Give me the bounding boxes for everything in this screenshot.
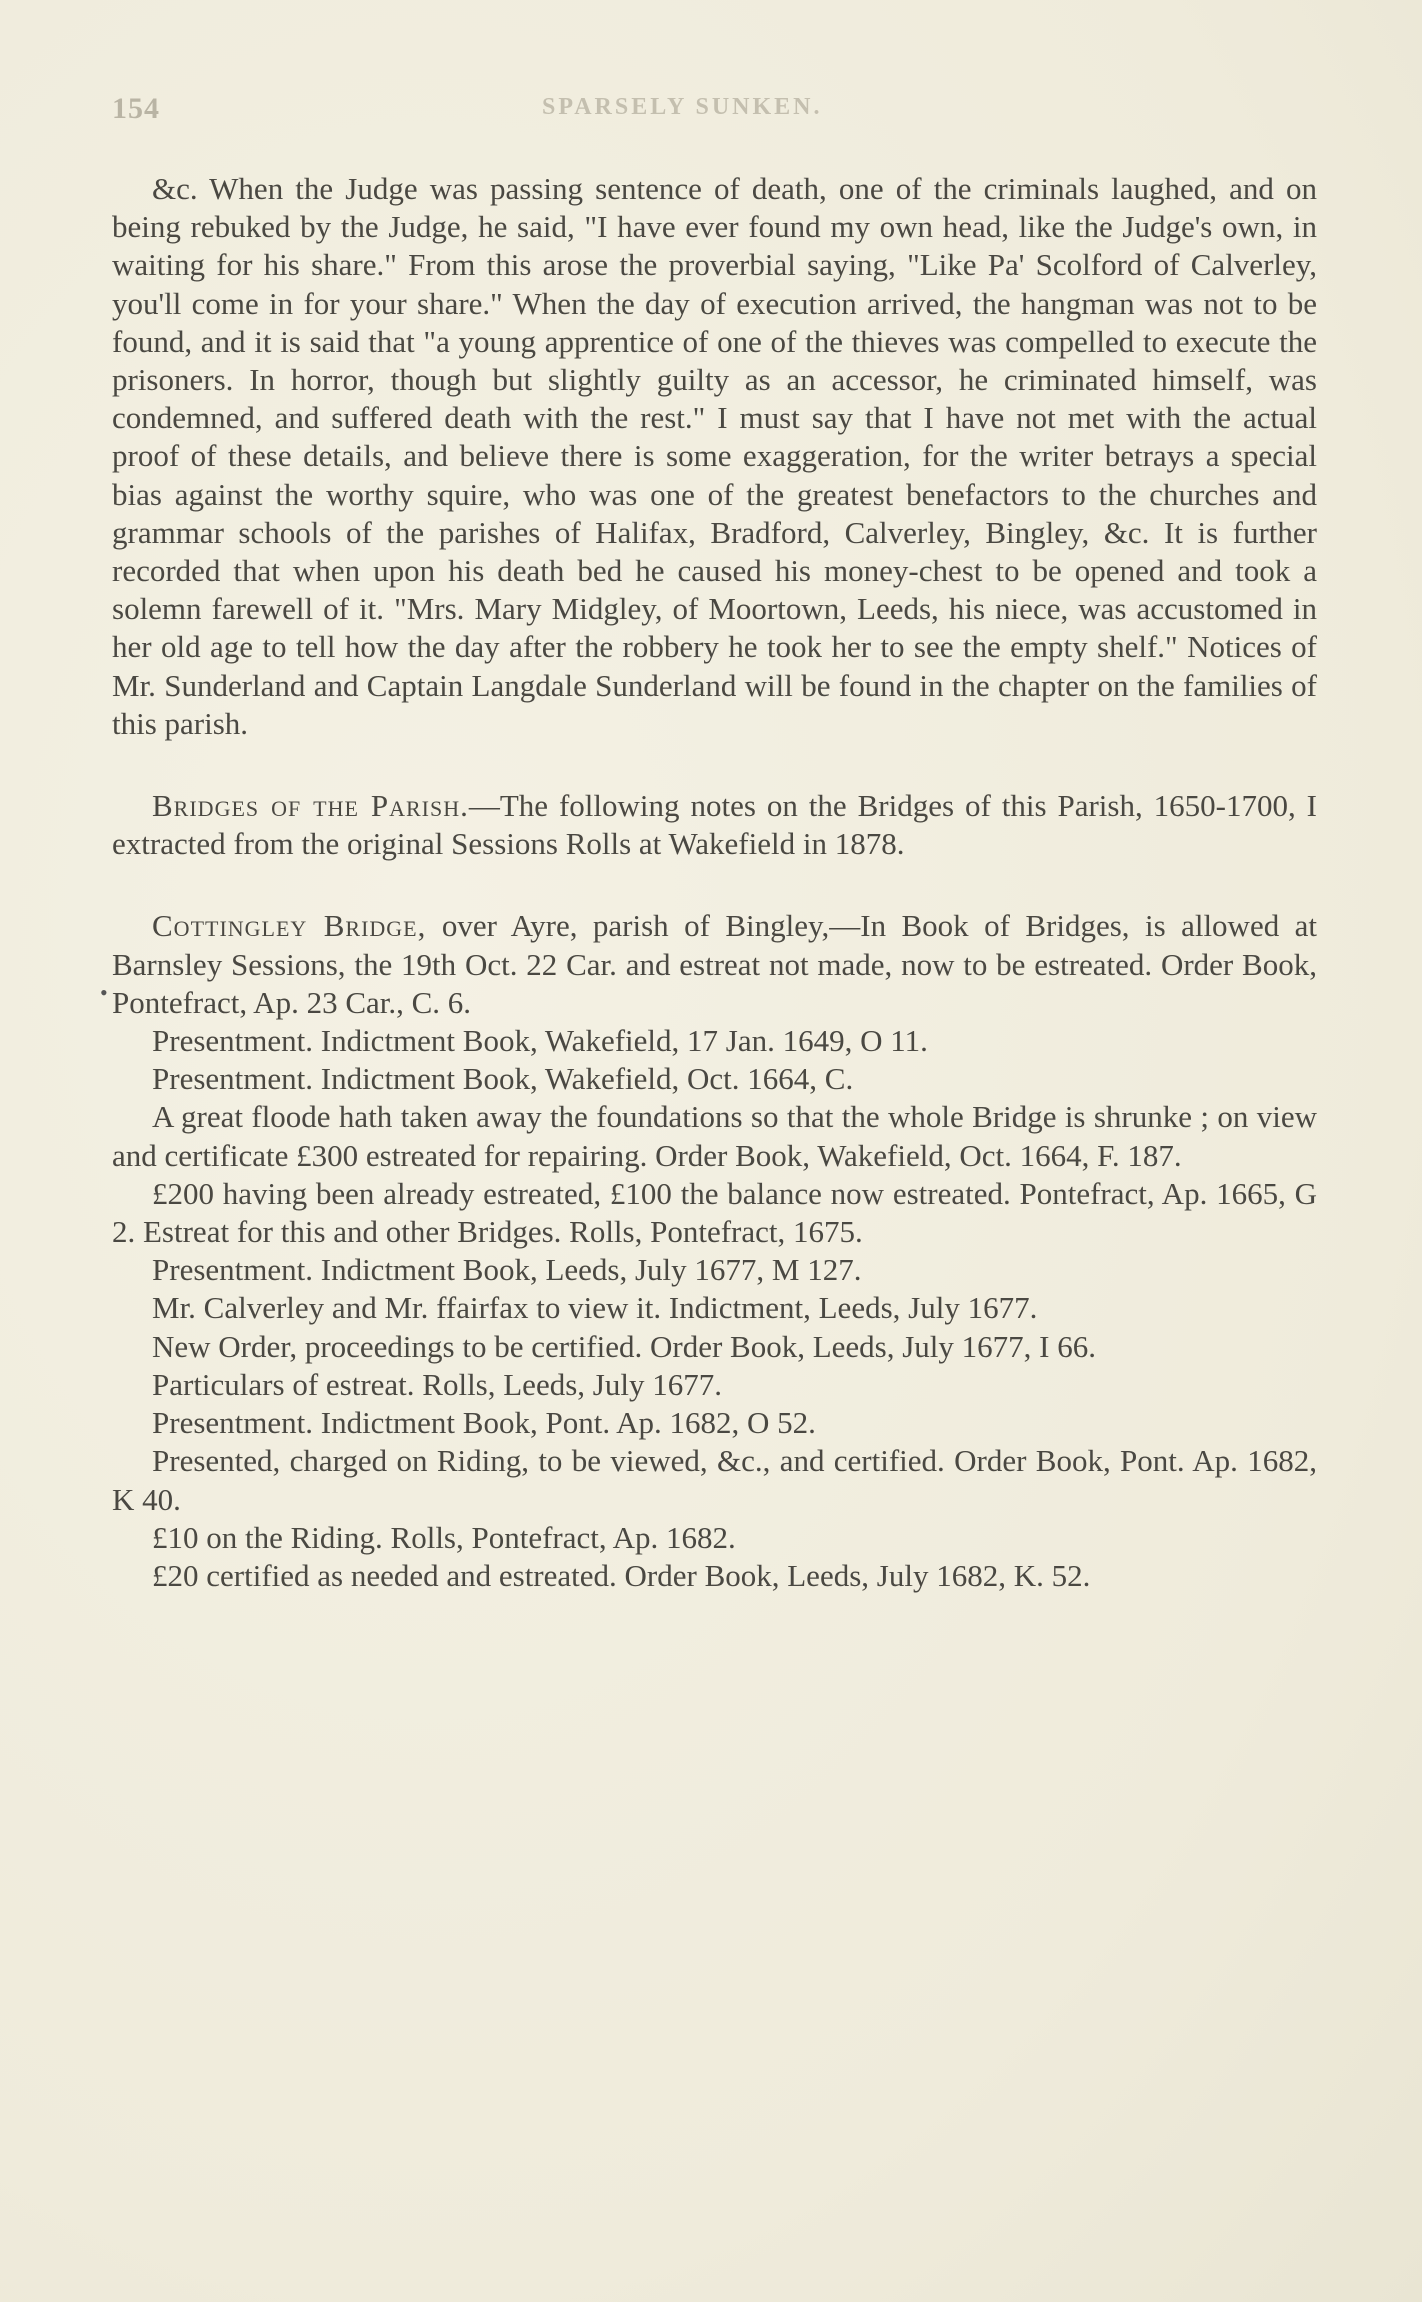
record-entry [112,1519,1317,1557]
record-text: Presentment. Indictment Book, Pont. Ap. 1682, O 52. [152,1405,816,1441]
record-entry [112,1022,1317,1060]
record-entry [112,1404,1317,1442]
record-text: Mr. Calverley and Mr. ffairfax to view it. Indictment, Leeds, July 1677. [152,1290,1038,1326]
record-entry [112,1060,1317,1098]
record-text: Particulars of estreat. Rolls, Leeds, July 1677. [152,1366,722,1402]
record-entry [112,1251,1317,1289]
record-text: New Order, proceedings to be certified. Order Book, Leeds, July 1677, I 66. [152,1328,1096,1364]
paragraph-text: &c. When the Judge was passing sentence of death, one of the criminals laughed, and on being rebuked by the Judge, he said, "I have ever found my own head, like the Judge's own, in waiting for his share." From this arose the proverbial saying, "Like Pa' Scolford of Calverley, you'll come in for your share." When the day of execution arrived, the hangman was not to be found, and it is said that "a young apprentice of one of the thieves was compelled to execute the prisoners. In horror, though but slightly guilty as an accessor, he criminated himself, was condemned, and suffered death with the rest." I must say that I have not met with the actual proof of these details, and believe there is some exaggeration, for the writer betrays a special bias against the worthy squire, who was one of the greatest benefactors to the churches and grammar schools of the parishes of Halifax, Bradford, Calverley, Bingley, &c. It is further recorded that when upon his death bed he caused his money-chest to be opened and took a solemn farewell of it. "Mrs. Mary Midgley, of Moortown, Leeds, his niece, was accustomed in her old age to tell how the day after the robbery he took her to see the empty shelf." Notices of Mr. Sunderland and Captain Langdale Sunderland will be found in the chapter on the families of this parish. [112,171,1317,741]
record-text: £200 having been already estreated, £100 the balance now estreated. Pontefract, Ap. 1665, G 2. Estreat for this and other Bridges. Rolls, Pontefract, 1675. [112,1175,1317,1250]
paragraph-text: —The following notes on the Bridges of this Parish, 1650-1700, I extracted from the original Sessions Rolls at Wakefield in 1878. [112,788,1318,862]
record-entry [112,1175,1317,1251]
section-heading: Bridges of the Parish. [152,788,469,824]
paragraph-execution-account [112,170,1317,743]
record-entry [112,1098,1317,1174]
paragraph-bridges-intro [112,787,1317,863]
running-title: SPARSELY SUNKEN. [542,94,823,120]
record-entry [112,1289,1317,1327]
margin-bullet-mark: • [100,980,108,1005]
record-text: Presented, charged on Riding, to be viewed, &c., and certified. Order Book, Pont. Ap. 1682, K 40. [112,1443,1317,1517]
paragraph-gap [112,743,1317,787]
record-entry [112,1366,1317,1404]
record-text: Presentment. Indictment Book, Wakefield, Oct. 1664, C. [152,1061,854,1097]
record-text: A great floode hath taken away the foundations so that the whole Bridge is shrunke ; on view and certificate £300 estreated for repairing. Order Book, Wakefield, Oct. 1664, F. 187. [112,1099,1317,1173]
record-entry [112,1557,1317,1595]
record-text: £10 on the Riding. Rolls, Pontefract, Ap. 1682. [152,1519,736,1555]
record-entry [112,1442,1317,1518]
paragraph-gap [112,863,1317,907]
page-number: 154 [112,92,160,125]
record-text: £20 certified as needed and estreated. Order Book, Leeds, July 1682, K. 52. [152,1557,1091,1593]
record-text: Presentment. Indictment Book, Wakefield, 17 Jan. 1649, O 11. [152,1023,928,1059]
paragraph-text: over Ayre, parish of Bingley,—In Book of Bridges, is allowed at Barnsley Sessions, the 19th Oct. 22 Car. and estreat not made, now to be estreated. Order Book, Pontefract, Ap. 23 Car., C. 6. [112,908,1318,1020]
body-text [112,170,1317,1595]
paragraph-cottingley-bridge [112,907,1317,1022]
record-text: Presentment. Indictment Book, Leeds, July 1677, M 127. [152,1252,862,1288]
section-heading: Cottingley Bridge, [152,908,427,944]
running-head [112,92,1322,132]
record-entry [112,1328,1317,1366]
